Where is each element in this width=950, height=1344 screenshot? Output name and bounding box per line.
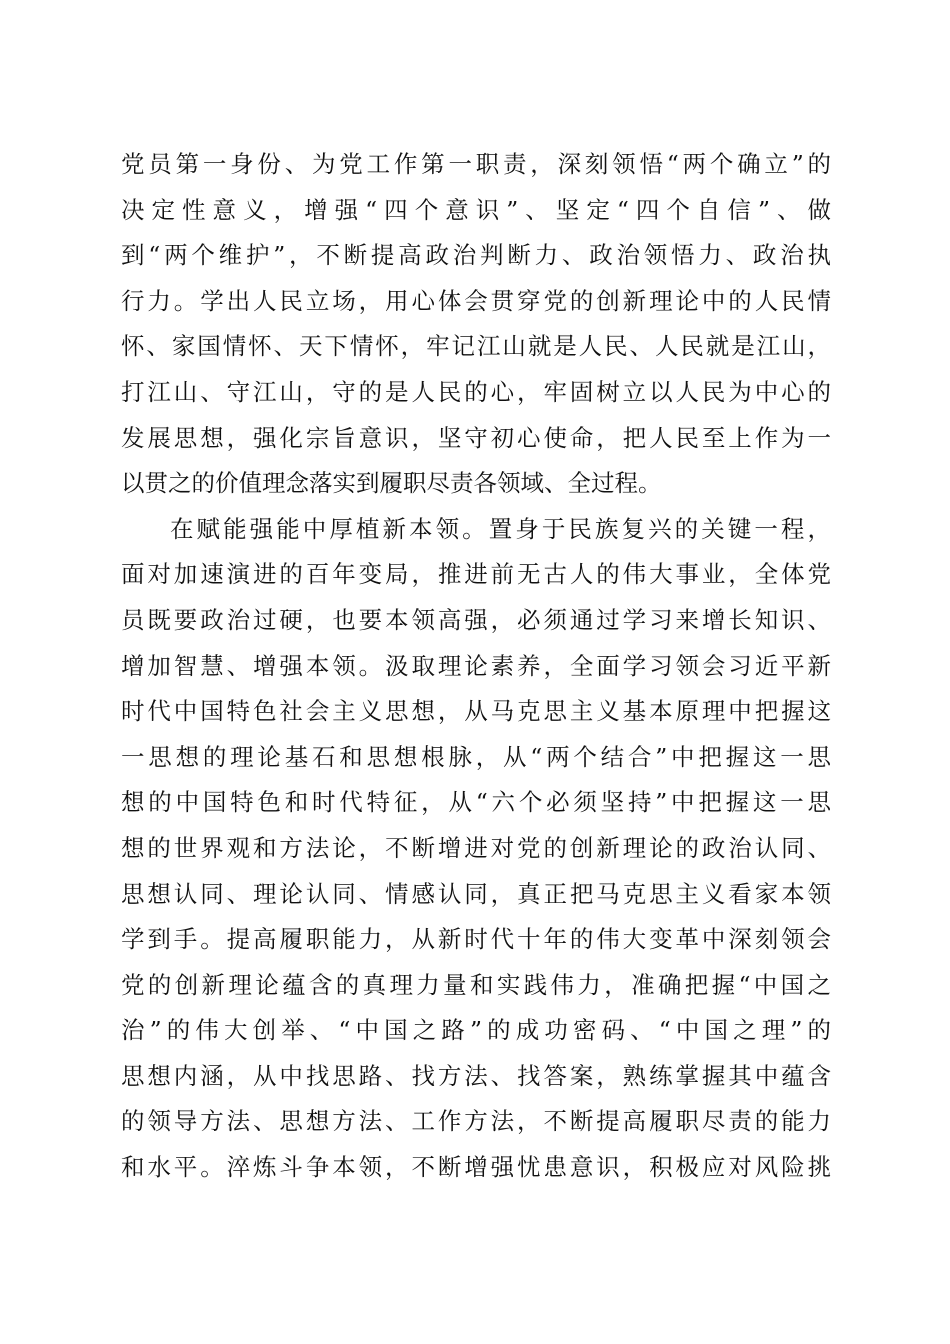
text-line: 思想内涵，从中找思路、找方法、找答案，熟练掌握其中蕴含 — [121, 1061, 831, 1090]
text-line: 员既要政治过硬，也要本领高强，必须通过学习来增长知识、 — [121, 605, 831, 634]
body-text — [121, 142, 831, 1191]
text-line: 和水平。淬炼斗争本领，不断增强忧患意识，积极应对风险挑 — [121, 1153, 831, 1182]
paragraph-1 — [121, 142, 831, 507]
paragraph-heading-line: 在赋能强能中厚植新本领。置身于民族复兴的关键一程， — [170, 514, 831, 543]
text-line: 学到手。提高履职能力，从新时代十年的伟大变革中深刻领会 — [121, 925, 831, 954]
text-line: 决定性意义，增强“四个意识”、坚定“四个自信”、做 — [121, 195, 831, 224]
text-line: 到“两个维护”，不断提高政治判断力、政治领悟力、政治执 — [121, 241, 831, 270]
text-line: 的领导方法、思想方法、工作方法，不断提高履职尽责的能力 — [121, 1107, 831, 1136]
text-line: 面对加速演进的百年变局，推进前无古人的伟大事业，全体党 — [121, 560, 831, 589]
text-line: 想的中国特色和时代特征，从“六个必须坚持”中把握这一思 — [121, 788, 831, 817]
text-line: 治”的伟大创举、“中国之路”的成功密码、“中国之理”的 — [121, 1016, 831, 1045]
text-line: 思想认同、理论认同、情感认同，真正把马克思主义看家本领 — [121, 879, 831, 908]
text-line: 党的创新理论蕴含的真理力量和实践伟力，准确把握“中国之 — [121, 970, 831, 999]
text-line: 时代中国特色社会主义思想，从马克思主义基本原理中把握这 — [121, 697, 831, 726]
text-line: 一思想的理论基石和思想根脉，从“两个结合”中把握这一思 — [121, 742, 831, 771]
text-line: 党员第一身份、为党工作第一职责，深刻领悟“两个确立”的 — [121, 150, 831, 178]
text-line: 行力。学出人民立场，用心体会贯穿党的创新理论中的人民情 — [121, 286, 831, 315]
text-line: 发展思想，强化宗旨意识，坚守初心使命，把人民至上作为一 — [121, 423, 831, 452]
text-line: 打江山、守江山，守的是人民的心，牢固树立以人民为中心的 — [121, 377, 831, 406]
text-line: 以贯之的价值理念落实到履职尽责各领域、全过程。 — [121, 469, 662, 498]
text-line: 增加智慧、增强本领。汲取理论素养，全面学习领会习近平新 — [121, 651, 831, 680]
text-line: 想的世界观和方法论，不断增进对党的创新理论的政治认同、 — [121, 833, 831, 862]
text-line: 怀、家国情怀、天下情怀，牢记江山就是人民、人民就是江山， — [121, 332, 831, 361]
paragraph-2 — [121, 507, 831, 1191]
